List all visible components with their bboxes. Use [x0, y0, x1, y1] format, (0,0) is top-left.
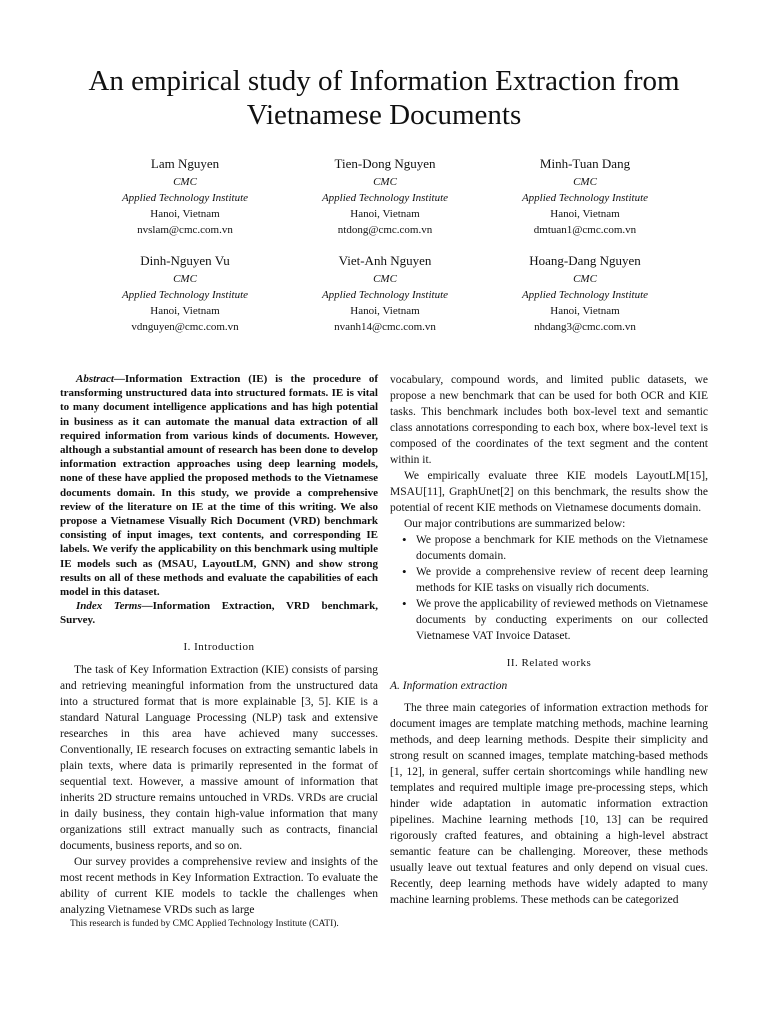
contribution-text: We propose a benchmark for KIE methods on the Vietnamese documents domain.: [416, 534, 708, 562]
right-paragraph-3: Our major contributions are summarized below:: [404, 518, 626, 530]
paper-title: An empirical study of Information Extraction from Vietnamese Documents: [88, 65, 680, 131]
author-block: [490, 251, 680, 335]
author-name: Viet-Anh Nguyen: [338, 253, 432, 268]
section-heading-related-works: II. Related works: [506, 657, 592, 669]
bullet-icon: •: [402, 564, 407, 579]
author-name: Dinh-Nguyen Vu: [140, 253, 230, 268]
author-location: Hanoi, Vietnam: [550, 208, 620, 220]
abstract: [60, 372, 378, 599]
funding-footnote: This research is funded by CMC Applied Technology Institute (CATI).: [70, 919, 339, 929]
author-org: CMC: [373, 176, 397, 188]
abstract-label: Abstract: [76, 373, 114, 385]
author-org: CMC: [173, 273, 197, 285]
index-terms-text: —Information Extraction, VRD benchmark, Survey.: [60, 600, 378, 627]
author-email: vdnguyen@cmc.com.vn: [131, 321, 239, 333]
author-org: CMC: [573, 176, 597, 188]
author-institute: Applied Technology Institute: [521, 289, 649, 301]
section-heading-introduction: I. Introduction: [183, 640, 255, 653]
left-column: [60, 372, 378, 918]
author-email: dmtuan1@cmc.com.vn: [533, 224, 637, 236]
author-name: Minh-Tuan Dang: [539, 156, 631, 171]
author-institute: Applied Technology Institute: [121, 289, 249, 301]
author-name: Hoang-Dang Nguyen: [529, 253, 641, 268]
index-terms-label: Index Terms: [76, 600, 142, 613]
author-email: nvanh14@cmc.com.vn: [334, 321, 436, 333]
list-item: [402, 596, 708, 644]
author-org: CMC: [373, 273, 397, 285]
list-item: [402, 564, 708, 596]
author-row-1: [90, 154, 680, 238]
author-block: [490, 154, 680, 238]
index-terms: [60, 599, 378, 627]
author-org: CMC: [173, 176, 197, 188]
intro-paragraph-1: The task of Key Information Extraction (KIE) consists of parsing and retrieving meaningful information from the unstructured data into a structured format that is more explainable [3, 5]. KIE is a standard Natural Language Processing (NLP) task and extensive researches in this area have achieved many successes. Conventionally, IE research focuses on extracting semantic labels in plain texts, where data is primarily represented in the format of sequential text. However, a massive amount of information that inherits 2D structure remains untouched in VRDs. VRDs are crucial in daily business, they contain high-value information that many organizations still extract manually such as contracts, financial documents, business reports, and so on.: [60, 663, 378, 852]
related-paragraph-1: The three main categories of information extraction methods for document images are template matching methods, machine learning methods, and deep learning methods. Despite their simplicity and strong result on scanned images, template matching-based methods [1, 12], in general, suffer certain shortcomings while handling new templates and required multiple image pre-processing steps, which hinder wide adaptation in automatic information extraction pipelines. Machine learning methods [10, 13] can be required rigorously crafted features, and obtaining a high-level abstract semantic feature can be challenging. Moreover, these methods usually leave out textual features and only depend on visual cues. Recently, deep learning methods have widely adapted to many machine learning problems. These methods can be categorized: [390, 702, 708, 906]
author-location: Hanoi, Vietnam: [550, 305, 620, 317]
contribution-text: We prove the applicability of reviewed methods on Vietnamese documents by conducting experiments on our collected Vietnamese VAT Invoice Dataset.: [416, 598, 708, 642]
author-location: Hanoi, Vietnam: [150, 208, 220, 220]
intro-paragraph-2: Our survey provides a comprehensive review and insights of the most recent methods in Key Information Extraction. To evaluate the ability of current KIE models to tackle the challenges when analyzing Vietnamese VRDs such as large: [60, 855, 378, 916]
author-block: [290, 154, 480, 238]
abstract-text: —Information Extraction (IE) is the procedure of transforming unstructured data into structured formats. IE is vital to many document intelligence applications and has high potential in business as it can automate the manual data extraction of all required information from various kinds of documents. However, although a substantial amount of research has been done to develop information extraction approaches using deep learning models, none of these have applied the proposed methods to the Vietnamese documents domain. In this study, we provide a comprehensive review of the literature on IE at the time of this writing. We also propose a Vietnamese Visually Rich Document (VRD) benchmark consisting of input images, text contents, and corresponding IE labels. We verify the applicability on this benchmark using multiple IE models such as (MSAU, LayoutLM, GNN) and show strong results on all of these methods and evaluate the capabilities of each model in this dataset.: [60, 373, 378, 599]
bullet-icon: •: [402, 532, 407, 547]
author-org: CMC: [573, 273, 597, 285]
contribution-text: We provide a comprehensive review of recent deep learning methods for KIE tasks on visually rich documents.: [416, 566, 708, 594]
author-block: [290, 251, 480, 335]
author-email: nvslam@cmc.com.vn: [137, 224, 233, 236]
author-location: Hanoi, Vietnam: [150, 305, 220, 317]
author-name: Tien-Dong Nguyen: [334, 156, 436, 171]
author-institute: Applied Technology Institute: [321, 289, 449, 301]
author-block: [90, 251, 280, 335]
author-name: Lam Nguyen: [150, 156, 220, 171]
bullet-icon: •: [402, 596, 407, 611]
author-location: Hanoi, Vietnam: [350, 305, 420, 317]
right-paragraph-2: We empirically evaluate three KIE models LayoutLM[15], MSAU[11], GraphUnet[2] on this benchmark, the results show the potential of recent KIE methods on Vietnamese documents domain.: [390, 470, 708, 514]
contributions-list: [390, 532, 708, 644]
right-paragraph-1: vocabulary, compound words, and limited public datasets, we propose a new benchmark that can be used for both OCR and KIE tasks. This benchmark includes both box-level text and semantic class annotations corresponding to each box, where box-level text is composed of the coordinates of the text segment and the content within it.: [390, 374, 708, 466]
author-institute: Applied Technology Institute: [521, 192, 649, 204]
right-column: [390, 372, 708, 908]
author-institute: Applied Technology Institute: [321, 192, 449, 204]
author-email: nhdang3@cmc.com.vn: [534, 321, 636, 333]
list-item: [402, 532, 708, 564]
author-institute: Applied Technology Institute: [121, 192, 249, 204]
author-email: ntdong@cmc.com.vn: [337, 224, 433, 236]
author-location: Hanoi, Vietnam: [350, 208, 420, 220]
author-row-2: [90, 251, 680, 335]
subsection-heading-information-extraction: A. Information extraction: [390, 680, 508, 692]
author-block: [90, 154, 280, 238]
